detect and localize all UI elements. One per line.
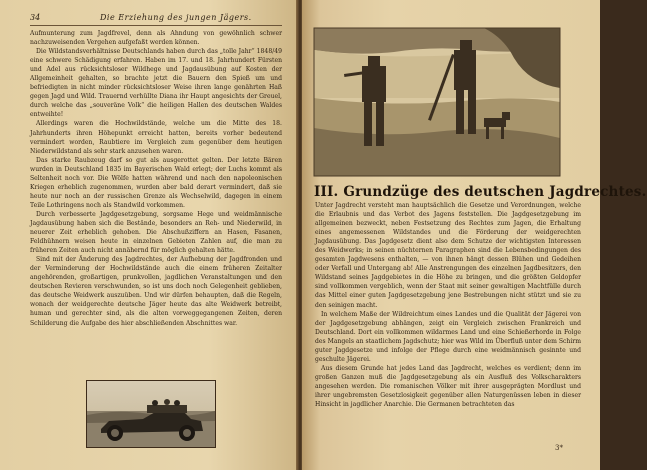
car-photo xyxy=(86,380,216,448)
paragraph: In welchem Maße der Wildreichtum eines Landes und die Qualität der Jägerei von der Jagdgesetzgebung abhängen, zeigt ein Vergleich zwischen Frankreich und Deutschland. Dort ein vollkommen wildarmes Land und eine Schießerhorde in Folge des Mangels an staatlichem Jagdschutz; hier was Wild im Überfluß unter dem Schirm guter Jagdgesetze und infolge der Pflege durch eine weidmännisch gesinnte und geschulte Jägerei. xyxy=(315,310,581,363)
paragraph: Das starke Raubzeug darf so gut als ausgerottet gelten. Der letzte Bären wurden in Deutschland 1835 im Bayerischen Wald erlegt; der Luchs kommt als Seltenheit noch vor. Die Wölfe hatten während und nach den napoleonischen Kriegen erheblich zugenommen, wurden aber bald derart vermindert, daß sie heute nur noch an der russischen Grenze als Wechselwild, dagegen in einem Teile Lothringens noch als Standwild vorkommen. xyxy=(30,156,282,209)
paragraph: Die Wildstandsverhältnisse Deutschlands haben durch das „tolle Jahr“ 1848/49 eine schwere Schädigung erfahren. Haben im 17. und 18. Jahrhundert Fürsten und Adel aus rücksichtsloser Wildhege und Jagdausübung auf Kosten der Allgemeinheit gehalten, so brachte jetzt die Bauern den Spieß um und befriedigten in nicht minder rücksichtsloser Weise ihren lange genährten Haß gegen Jagd und Wild. Trauernd verhüllte Diana ihr Haupt angesichts der Greuel, durch welche das „souveräne Volk“ die heiligen Hallen des deutschen Waldes entweihte! xyxy=(30,48,282,119)
paragraph: Aufmunterung zum Jagdfrevel, denn als Ahndung von gewöhnlich schwer nachzuweisenden Vergehen aufgefaßt werden können. xyxy=(30,30,282,47)
paragraph: Unter Jagdrecht versteht man hauptsächlich die Gesetze und Verordnungen, welche die Erlaubnis und das Verbot des Jagens feststellen. Die Jagdgesetzgebung im allgemeinen bezweckt, neben Festsetzung des Rechtes zum Jagen, die Erhaltung eines angemessenen Wildstandes und die Förderung der weidgerechten Jagdausübung. Das Jagdgesetz dient also dem Schutze der wichtigsten Interessen des Weidwerks; in seinen nüchternen Paragraphen sind die Lebensbedingungen des gesamten Jagdwesens enthalten, — von ihnen hängt dessen Blühen und Gedeihen oder Verfall und Untergang ab! Alle Anstrengungen des einzelnen Jagdbesitzers, den Wildstand seines Jagdgebietes in die Höhe zu bringen, und die größten Geldopfer sind vollkommen vergeblich, wenn der Staat mit seiner gewaltigen Machtfülle durch das Mittel einer guten Jagdgesetzgebung jene Bestrebungen nicht stützt und sie zu den seinigen macht. xyxy=(315,202,581,309)
car-image xyxy=(87,381,215,447)
paragraph: Aus diesem Grunde hat jedes Land das Jagdrecht, welches es verdient; denn im großen Ganzen muß die Jagdgesetzgebung als ein Ausfluß des Volkscharakters angesehen werden. Die romanischen Völker mit ihrer ausgeprägten Mordlust und ihrer ungebremsten Gesetzlosigkeit gegenüber allen Naturgenüssen leben in dieser Hinsicht in jagdlicher Anarchie. Die Germanen betrachteten das xyxy=(315,364,581,409)
right-body-text xyxy=(315,201,581,409)
header-rule xyxy=(30,25,282,26)
paragraph: Durch verbesserte Jagdgesetzgebung, sorgsame Hege und weidmännische Jagdausübung haben sich die Bestände, besonders an Reh- und Niederwild, in neuerer Zeit erheblich gehoben. Die Abschußziffern an Hasen, Fasanen, Feldhühnern weisen heute in einzelnen Gebieten Zahlen auf, die man zu früheren Zeiten auch nicht annähernd für möglich gehalten hätte. xyxy=(30,210,282,255)
paragraph: Sind mit der Änderung des Jagdrechtes, der Aufhebung der Jagdfronden und der Verminderung der Hochwildstände auch die einem früheren Zeitalter angehörenden, großartigen, prunkvollen, jagdlichen Veranstaltungen und den deutschen Revieren verschwunden, so ist uns doch noch Gelegenheit geblieben, das deutsche Weidwerk auszuüben. Und wir dürfen behaupten, daß die Regeln, wonach der weidgerechte deutsche Jäger heute das alte Weidwerk betreibt, human und gerechter sind, als die alten vorweggegangenen Zeiten, deren Schilderung die Aufgabe des hier abschließenden Abschnittes war. xyxy=(30,256,282,327)
page-signature: 3* xyxy=(555,444,563,452)
hunters-illustration xyxy=(314,28,560,176)
running-head xyxy=(30,13,280,25)
hunters-engraving xyxy=(314,28,560,176)
left-body-text xyxy=(30,29,282,328)
left-page xyxy=(0,0,298,470)
paragraph: Allerdings waren die Hochwildstände, welche um die Mitte des 18. Jahrhunderts ihren Höhepunkt erreicht hatten, bereits vorher bedeutend vermindert worden, Raubtiere im Vergleich zum gegenüber dem heutigen Niederwildstand als sehr stark anzusehen waren. xyxy=(30,120,282,155)
chapter-title: III. Grundzüge des deutschen Jagdrechtes. xyxy=(314,184,647,200)
page-number: 34 xyxy=(30,13,41,22)
running-head-title: Die Erziehung des jungen Jägers. xyxy=(100,13,252,22)
